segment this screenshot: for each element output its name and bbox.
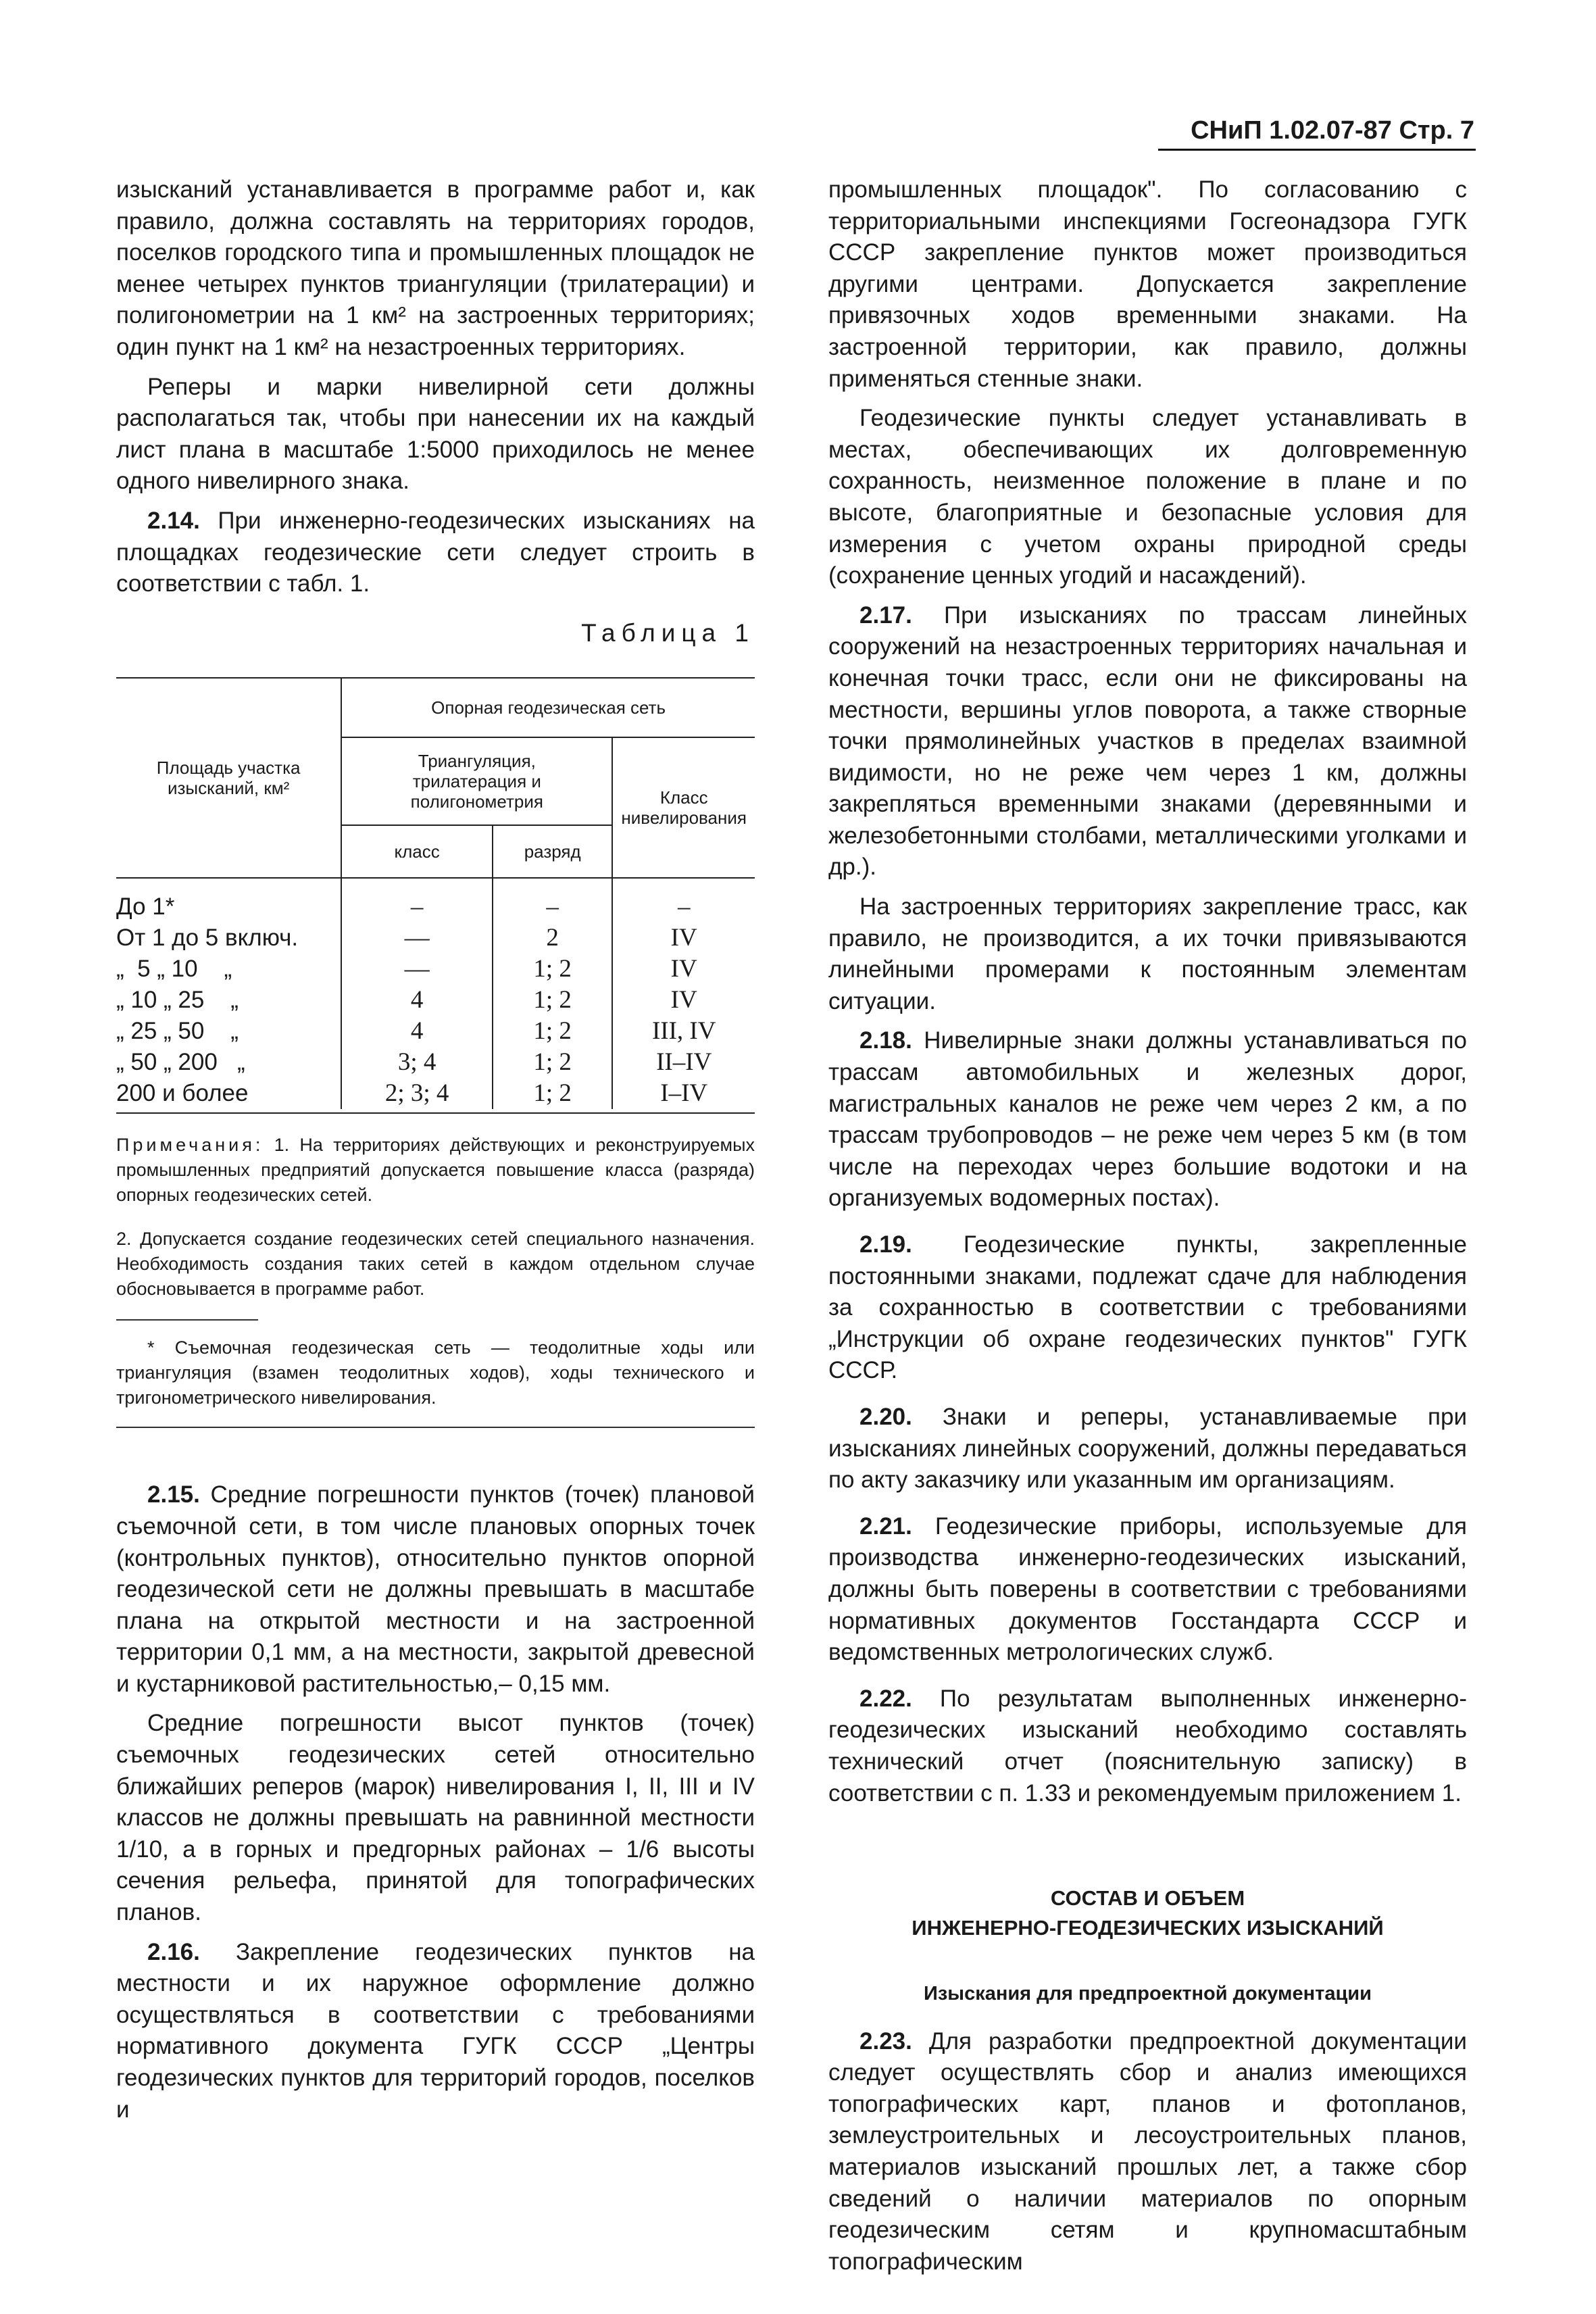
- clause-number: 2.18.: [859, 1027, 912, 1054]
- clause-number: 2.17.: [859, 601, 912, 629]
- header-rank: разряд: [493, 825, 612, 878]
- left-column: [116, 174, 755, 2125]
- paragraph-2-20: 2.20. Знаки и реперы, устанавливаемые при изысканиях линейных сооружений, должны передаваться по акту заказчику или указанным им организациям.: [828, 1403, 1467, 1494]
- table-row: „ 50 „ 200 „ 3; 4 1; 2 II–IV: [116, 1047, 755, 1078]
- clause-number: 2.22.: [859, 1685, 912, 1712]
- table-1: [116, 677, 755, 1114]
- header-class: класс: [341, 825, 493, 878]
- table-caption: Таблица 1: [581, 618, 755, 647]
- note-1: 1. На территориях действующих и реконструируемых промышленных предприятий допускается повышение класса (разряда) опорных геодезических сетей.: [116, 1135, 755, 1206]
- header-network: Опорная геодезическая сеть: [341, 678, 755, 737]
- header-area: Площадь участка изысканий, км²: [116, 678, 341, 878]
- paragraph-continuation: промышленных площадок". По согласованию с территориальными инспекциями Госгеонадзора ГУГК СССР закрепление пунктов может производиться другими центрами. Допускается закрепление привязочных ходов временными знаками. На застроенной территории, как правило, должны применяться стенные знаки.: [828, 176, 1467, 392]
- paragraph-2-14: [116, 506, 755, 600]
- header-leveling-class: Класс нивелирования: [612, 737, 755, 878]
- clause-number: 2.16.: [147, 1938, 200, 1965]
- page-header: СНиП 1.02.07-87 Стр. 7: [1191, 116, 1474, 145]
- clause-number: 2.20.: [859, 1403, 912, 1430]
- paragraph-2-15b: Средние погрешности высот пунктов (точек) съемочных геодезических сетей относительно ближайших реперов (марок) нивелирования I, II, III и IV классов не должны превышать на равнинной местности 1/10, а в горных и предгорных районах – 1/6 высоты сечения рельефа, принятой для топографических планов.: [116, 1710, 755, 1926]
- clause-number: 2.19.: [859, 1231, 912, 1258]
- paragraph-2-17: 2.17. При изысканиях по трассам линейных сооружений на незастроенных территориях начальная и конечная точки трасс, если они не фиксированы на местности, вершины углов поворота, а также створные точки прямолинейных участков в пределах взаимной видимости, но не реже чем через 1 км, должны закрепляться временными знаками (деревянными и железобетонными столбами, металлическими уголками и др.).: [828, 601, 1467, 881]
- table-notes: [116, 1133, 755, 1208]
- paragraph-2-16: 2.16. Закрепление геодезических пунктов на местности и их наружное оформление должно осуществляться в соответствии с требованиями нормативного документа ГУГК СССР „Центры геодезических пунктов для территорий городов, поселков и: [116, 1938, 755, 2123]
- paragraph-2-17b: На застроенных территориях закрепление трасс, как правило, не производится, а их точки привязываются линейными промерами к постоянным элементам ситуации.: [828, 893, 1467, 1014]
- section-heading: СОСТАВ И ОБЪЕМ ИНЖЕНЕРНО-ГЕОДЕЗИЧЕСКИХ ИЗЫСКАНИЙ: [912, 1886, 1384, 1940]
- table-row: „ 25 „ 50 „ 4 1; 2 III, IV: [116, 1016, 755, 1047]
- paragraph-2-23: 2.23. Для разработки предпроектной документации следует осуществлять сбор и анализ имеющихся топографических карт, планов и фотопланов, землеустроительных и лесоустроительных планов, материалов изысканий прошлых лет, а также сбор сведений о наличии материалов по опорным геодезическим сетям и крупномасштабным топографическим: [828, 2027, 1467, 2275]
- paragraph-2-19: 2.19. Геодезические пункты, закрепленные постоянными знаками, подлежат сдаче для наблюдения за сохранностью в соответствии с требованиями „Инструкции об охране геодезических пунктов" ГУГК СССР.: [828, 1231, 1467, 1384]
- header-triangulation: Триангуляция, трилатерация и полигонометрия: [341, 737, 612, 825]
- paragraph-points: Геодезические пункты следует устанавливать в местах, обеспечивающих их долговременную сохранность, неизменное положение в плане и по высоте, благоприятные и безопасные условия для измерения с учетом охраны природной среды (сохранение ценных угодий и насаждений).: [828, 405, 1467, 589]
- table-row: „ 10 „ 25 „ 4 1; 2 IV: [116, 985, 755, 1016]
- section-subheading: Изыскания для предпроектной документации: [924, 1983, 1372, 2005]
- footnote: * Съемочная геодезическая сеть — теодолитные ходы или триангуляция (взамен теодолитных ходов), ходы технического и тригонометрического нивелирования.: [116, 1337, 755, 1408]
- clause-number: 2.15.: [147, 1481, 200, 1508]
- section-rule: [116, 1427, 755, 1428]
- clause-text: При инженерно-геодезических изысканиях на площадках геодезические сети следует строить в соответствии с табл. 1.: [116, 507, 755, 597]
- right-column: [828, 174, 1467, 2278]
- table-row: От 1 до 5 включ. — 2 IV: [116, 922, 755, 954]
- table-row: До 1* – – –: [116, 891, 755, 922]
- paragraph-continuation: изысканий устанавливается в программе работ и, как правило, должна составлять на территориях городов, поселков городского типа и промышленных площадок не менее четырех пунктов триангуляции (трилатерации) и полигонометрии на 1 км² на застроенных территориях; один пункт на 1 км² на незастроенных территориях.: [116, 176, 755, 360]
- clause-number: 2.21.: [859, 1512, 912, 1540]
- paragraph-2-18: 2.18. Нивелирные знаки должны устанавливаться по трассам автомобильных и железных дорог, магистральных каналов не реже чем через 2 км, а по трассам трубопроводов – не реже чем через 5 км (в том числе на переходах через большие водотоки и на организуемых водомерных постах).: [828, 1027, 1467, 1212]
- clause-number: 2.23.: [859, 2027, 912, 2054]
- notes-label: Примечания:: [116, 1135, 264, 1156]
- paragraph-2-15: 2.15. Средние погрешности пунктов (точек) плановой съемочной сети, в том числе плановых опорных точек (контрольных пунктов), относительно пунктов опорной геодезической сети не должны превышать в масштабе плана на открытой местности и на застроенной территории 0,1 мм, а на местности, закрытой древесной и кустарниковой растительностью,– 0,15 мм.: [116, 1481, 755, 1697]
- note-2: 2. Допускается создание геодезических сетей специального назначения. Необходимость создания таких сетей в каждом отдельном случае обосновывается в программе работ.: [116, 1229, 755, 1300]
- table-row: 200 и более 2; 3; 4 1; 2 I–IV: [116, 1078, 755, 1109]
- paragraph-2-21: 2.21. Геодезические приборы, используемые для производства инженерно-геодезических изысканий, должны быть поверены в соответствии с требованиями нормативных документов Госстандарта СССР и ведомственных метрологических служб.: [828, 1512, 1467, 1666]
- paragraph-2-22: 2.22. По результатам выполненных инженерно-геодезических изысканий необходимо составлять технический отчет (пояснительную записку) в соответствии с п. 1.33 и рекомендуемым приложением 1.: [828, 1685, 1467, 1806]
- footnote-rule: [116, 1319, 258, 1321]
- header-rule: [1158, 149, 1476, 151]
- clause-number: 2.14.: [147, 507, 200, 534]
- paragraph-reper: Реперы и марки нивелирной сети должны располагаться так, чтобы при нанесении их на каждый лист плана в масштабе 1:5000 приходилось не менее одного нивелирного знака.: [116, 373, 755, 495]
- table-row: „ 5 „ 10 „ — 1; 2 IV: [116, 954, 755, 985]
